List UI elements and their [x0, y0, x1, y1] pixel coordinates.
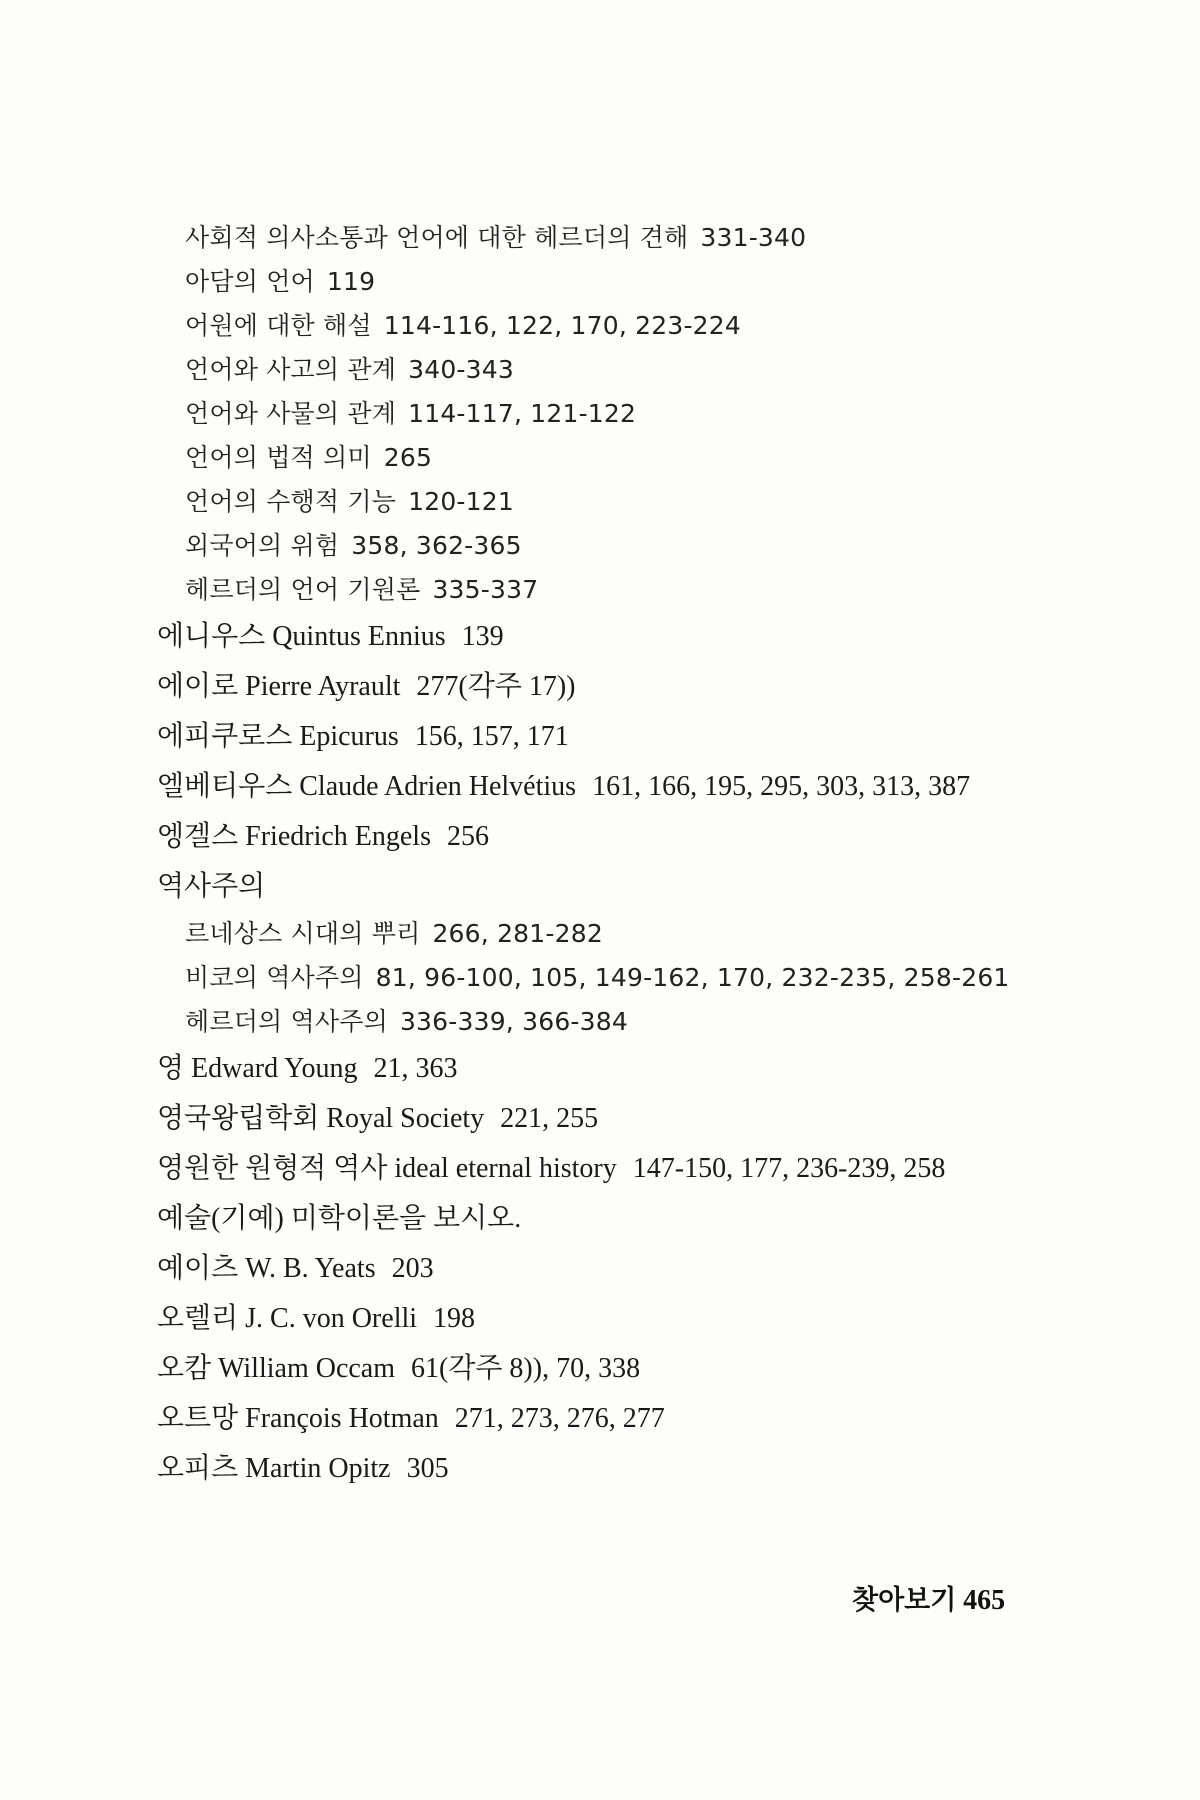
index-entry [157, 1294, 1057, 1344]
entry-pages: 61(각주 8)), 70, 338 [411, 1353, 641, 1384]
index-entry [157, 612, 1057, 662]
subentry-pages: 336-339, 366-384 [399, 1007, 628, 1036]
index-entry [157, 1194, 1057, 1244]
subentry [157, 1000, 1057, 1044]
entry-pages: 21, 363 [373, 1053, 458, 1084]
subentry-pages: 331-340 [700, 223, 807, 252]
entry-term: 에이로 Pierre Ayrault [157, 671, 401, 702]
subentry-pages: 335-337 [432, 575, 539, 604]
footer-section-title: 찾아보기 [852, 1585, 957, 1615]
entry-term: 오피츠 Martin Opitz [157, 1453, 391, 1484]
subentry-pages: 114-116, 122, 170, 223-224 [383, 311, 741, 340]
subentry-pages: 340-343 [408, 355, 514, 384]
subentry-pages: 358, 362-365 [351, 531, 522, 560]
subentry [157, 216, 1057, 260]
subentry-pages: 265 [383, 443, 433, 472]
subentry [157, 304, 1057, 348]
subentry [157, 568, 1057, 612]
subentry [157, 436, 1057, 480]
subentry-term: 헤르더의 언어 기원론 [185, 575, 421, 604]
index-entry [157, 712, 1057, 762]
entry-term: 예이츠 W. B. Yeats [157, 1253, 376, 1284]
entry-term: 역사주의 [157, 871, 266, 902]
entry-term: 예술(기예) 미학이론을 보시오. [157, 1203, 522, 1234]
entry-term: 오캄 William Occam [157, 1353, 396, 1384]
entry-pages: 277(각주 17)) [416, 671, 576, 702]
subentry [157, 956, 1057, 1000]
entry-pages: 256 [447, 821, 489, 852]
page-number: 465 [963, 1585, 1006, 1616]
subentry-term: 헤르더의 역사주의 [185, 1007, 388, 1036]
subentry [157, 524, 1057, 568]
index-entry [157, 812, 1057, 862]
entry-pages: 203 [391, 1253, 434, 1284]
index-entry [157, 1094, 1057, 1144]
subentry-pages: 114-117, 121-122 [408, 399, 637, 428]
subentry-term: 어원에 대한 해설 [185, 311, 372, 340]
index-entries [157, 216, 1057, 1494]
subentry [157, 392, 1057, 436]
entry-pages: 161, 166, 195, 295, 303, 313, 387 [592, 771, 971, 802]
entry-pages: 147-150, 177, 236-239, 258 [632, 1153, 946, 1184]
index-entry [157, 1394, 1057, 1444]
entry-pages: 221, 255 [500, 1103, 599, 1134]
index-entry [157, 1344, 1057, 1394]
subentry [157, 480, 1057, 524]
entry-term: 엘베티우스 Claude Adrien Helvétius [157, 771, 577, 802]
subentry [157, 348, 1057, 392]
entry-term: 영국왕립학회 Royal Society [157, 1103, 485, 1134]
subentry-pages: 119 [326, 267, 376, 296]
entry-term: 에피쿠로스 Epicurus [157, 721, 399, 752]
entry-pages: 156, 157, 171 [414, 721, 569, 752]
subentry-term: 외국어의 위험 [185, 531, 340, 560]
subentry-term: 언어와 사고의 관계 [185, 355, 397, 384]
entry-pages: 305 [406, 1453, 449, 1484]
subentry-term: 비코의 역사주의 [185, 963, 364, 992]
index-entry [157, 862, 1057, 912]
entry-pages: 139 [461, 621, 504, 652]
subentry-term: 사회적 의사소통과 언어에 대한 헤르더의 견해 [185, 223, 689, 252]
entry-term: 영 Edward Young [157, 1053, 358, 1084]
entry-pages: 198 [433, 1303, 476, 1334]
index-entry [157, 1144, 1057, 1194]
page-footer [852, 1578, 1005, 1617]
subentry-term: 아담의 언어 [185, 267, 315, 296]
entry-term: 오렐리 J. C. von Orelli [157, 1303, 418, 1334]
entry-pages: 271, 273, 276, 277 [454, 1403, 665, 1434]
entry-term: 오트망 François Hotman [157, 1403, 439, 1434]
entry-term: 엥겔스 Friedrich Engels [157, 821, 431, 852]
subentry-term: 언어와 사물의 관계 [185, 399, 397, 428]
index-entry [157, 762, 1057, 812]
entry-term: 영원한 원형적 역사 ideal eternal history [157, 1153, 617, 1184]
index-entry [157, 1444, 1057, 1494]
subentry-term: 르네상스 시대의 뿌리 [185, 919, 421, 948]
subentry-pages: 81, 96-100, 105, 149-162, 170, 232-235, 258-261 [375, 963, 1010, 992]
subentry-term: 언어의 수행적 기능 [185, 487, 397, 516]
subentry-pages: 120-121 [408, 487, 514, 516]
subentry-term: 언어의 법적 의미 [185, 443, 372, 472]
index-entry [157, 1244, 1057, 1294]
subentry [157, 912, 1057, 956]
entry-term: 에니우스 Quintus Ennius [157, 621, 446, 652]
index-entry [157, 1044, 1057, 1094]
subentry [157, 260, 1057, 304]
index-entry [157, 662, 1057, 712]
subentry-pages: 266, 281-282 [432, 919, 603, 948]
